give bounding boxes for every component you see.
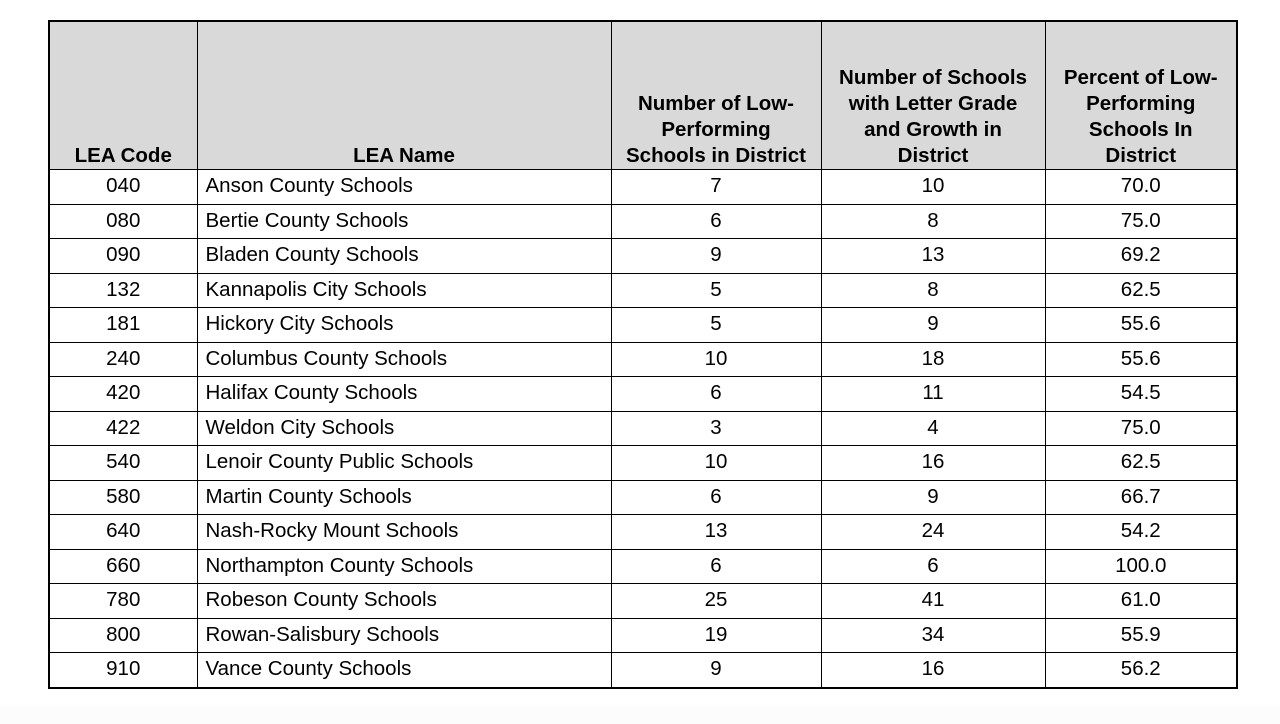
table-row bbox=[49, 618, 1237, 653]
column-header-percent-low bbox=[1045, 21, 1237, 170]
cell-lea-name: Hickory City Schools bbox=[197, 308, 611, 343]
cell-num-letter: 34 bbox=[821, 618, 1045, 653]
table-row bbox=[49, 239, 1237, 274]
cell-lea-name: Bertie County Schools bbox=[197, 204, 611, 239]
cell-num-letter: 8 bbox=[821, 273, 1045, 308]
column-header-line: Performing bbox=[1086, 91, 1196, 115]
cell-num-low: 9 bbox=[611, 239, 821, 274]
cell-lea-code: 910 bbox=[49, 653, 197, 688]
cell-lea-code: 660 bbox=[49, 549, 197, 584]
cell-lea-code: 132 bbox=[49, 273, 197, 308]
table-row bbox=[49, 515, 1237, 550]
cell-percent-low: 100.0 bbox=[1045, 549, 1237, 584]
cell-num-letter: 4 bbox=[821, 411, 1045, 446]
table-row bbox=[49, 342, 1237, 377]
table-row bbox=[49, 446, 1237, 481]
cell-lea-name: Weldon City Schools bbox=[197, 411, 611, 446]
table-row bbox=[49, 653, 1237, 688]
cell-percent-low: 62.5 bbox=[1045, 273, 1237, 308]
cell-percent-low: 62.5 bbox=[1045, 446, 1237, 481]
table-row bbox=[49, 549, 1237, 584]
cell-lea-name: Bladen County Schools bbox=[197, 239, 611, 274]
table-row bbox=[49, 170, 1237, 205]
column-header-line: District bbox=[897, 143, 969, 167]
cell-lea-code: 640 bbox=[49, 515, 197, 550]
cell-lea-code: 080 bbox=[49, 204, 197, 239]
cell-lea-code: 422 bbox=[49, 411, 197, 446]
cell-percent-low: 75.0 bbox=[1045, 204, 1237, 239]
column-header-num-low bbox=[611, 21, 821, 170]
cell-lea-code: 040 bbox=[49, 170, 197, 205]
cell-lea-code: 181 bbox=[49, 308, 197, 343]
lea-table-container bbox=[48, 20, 1236, 689]
cell-lea-code: 540 bbox=[49, 446, 197, 481]
cell-num-letter: 8 bbox=[821, 204, 1045, 239]
column-header-line: Number of Low- bbox=[637, 91, 794, 115]
cell-num-low: 6 bbox=[611, 480, 821, 515]
cell-num-low: 10 bbox=[611, 342, 821, 377]
cell-num-letter: 9 bbox=[821, 308, 1045, 343]
cell-lea-name: Rowan-Salisbury Schools bbox=[197, 618, 611, 653]
column-header-line: Performing bbox=[661, 117, 771, 141]
cell-percent-low: 55.6 bbox=[1045, 308, 1237, 343]
table-row bbox=[49, 584, 1237, 619]
table-row bbox=[49, 377, 1237, 412]
column-header-line: and Growth in bbox=[864, 117, 1002, 141]
cell-percent-low: 56.2 bbox=[1045, 653, 1237, 688]
cell-percent-low: 54.2 bbox=[1045, 515, 1237, 550]
cell-lea-code: 780 bbox=[49, 584, 197, 619]
cell-percent-low: 69.2 bbox=[1045, 239, 1237, 274]
cell-lea-code: 580 bbox=[49, 480, 197, 515]
column-header-line: LEA Name bbox=[353, 143, 455, 167]
cell-num-letter: 24 bbox=[821, 515, 1045, 550]
cell-lea-name: Nash-Rocky Mount Schools bbox=[197, 515, 611, 550]
cell-lea-name: Martin County Schools bbox=[197, 480, 611, 515]
cell-lea-code: 420 bbox=[49, 377, 197, 412]
table-header-row bbox=[49, 21, 1237, 170]
cell-num-letter: 16 bbox=[821, 653, 1045, 688]
cell-lea-code: 090 bbox=[49, 239, 197, 274]
cell-num-letter: 10 bbox=[821, 170, 1045, 205]
page-bottom-band bbox=[0, 706, 1280, 724]
column-header-lea-code bbox=[49, 21, 197, 170]
table-row bbox=[49, 204, 1237, 239]
column-header-line: Percent of Low- bbox=[1063, 65, 1218, 89]
cell-num-low: 25 bbox=[611, 584, 821, 619]
column-header-line: Number of Schools bbox=[839, 65, 1027, 89]
cell-num-low: 5 bbox=[611, 273, 821, 308]
cell-lea-name: Kannapolis City Schools bbox=[197, 273, 611, 308]
cell-num-low: 13 bbox=[611, 515, 821, 550]
table-row bbox=[49, 480, 1237, 515]
column-header-line: with Letter Grade bbox=[848, 91, 1018, 115]
cell-lea-code: 800 bbox=[49, 618, 197, 653]
cell-lea-code: 240 bbox=[49, 342, 197, 377]
cell-percent-low: 55.6 bbox=[1045, 342, 1237, 377]
cell-num-low: 7 bbox=[611, 170, 821, 205]
cell-num-letter: 41 bbox=[821, 584, 1045, 619]
column-header-num-letter bbox=[821, 21, 1045, 170]
cell-lea-name: Lenoir County Public Schools bbox=[197, 446, 611, 481]
cell-num-letter: 11 bbox=[821, 377, 1045, 412]
cell-num-letter: 9 bbox=[821, 480, 1045, 515]
column-header-line: LEA Code bbox=[74, 143, 172, 167]
cell-percent-low: 70.0 bbox=[1045, 170, 1237, 205]
cell-num-low: 6 bbox=[611, 377, 821, 412]
cell-lea-name: Vance County Schools bbox=[197, 653, 611, 688]
table-header bbox=[49, 21, 1237, 170]
cell-percent-low: 75.0 bbox=[1045, 411, 1237, 446]
column-header-line: Schools in District bbox=[626, 143, 806, 167]
cell-lea-name: Northampton County Schools bbox=[197, 549, 611, 584]
cell-lea-name: Robeson County Schools bbox=[197, 584, 611, 619]
low-performing-schools-table bbox=[48, 20, 1238, 689]
cell-percent-low: 54.5 bbox=[1045, 377, 1237, 412]
column-header-line: District bbox=[1105, 143, 1177, 167]
cell-num-low: 3 bbox=[611, 411, 821, 446]
cell-num-letter: 18 bbox=[821, 342, 1045, 377]
cell-lea-name: Halifax County Schools bbox=[197, 377, 611, 412]
cell-percent-low: 55.9 bbox=[1045, 618, 1237, 653]
cell-percent-low: 61.0 bbox=[1045, 584, 1237, 619]
table-row bbox=[49, 308, 1237, 343]
cell-num-letter: 16 bbox=[821, 446, 1045, 481]
column-header-line: Schools In bbox=[1088, 117, 1193, 141]
cell-lea-name: Anson County Schools bbox=[197, 170, 611, 205]
cell-percent-low: 66.7 bbox=[1045, 480, 1237, 515]
cell-num-low: 6 bbox=[611, 204, 821, 239]
cell-num-letter: 13 bbox=[821, 239, 1045, 274]
table-body bbox=[49, 170, 1237, 688]
cell-num-low: 9 bbox=[611, 653, 821, 688]
cell-num-low: 6 bbox=[611, 549, 821, 584]
table-row bbox=[49, 411, 1237, 446]
column-header-lea-name bbox=[197, 21, 611, 170]
cell-num-low: 10 bbox=[611, 446, 821, 481]
cell-num-letter: 6 bbox=[821, 549, 1045, 584]
table-row bbox=[49, 273, 1237, 308]
cell-num-low: 19 bbox=[611, 618, 821, 653]
cell-lea-name: Columbus County Schools bbox=[197, 342, 611, 377]
cell-num-low: 5 bbox=[611, 308, 821, 343]
